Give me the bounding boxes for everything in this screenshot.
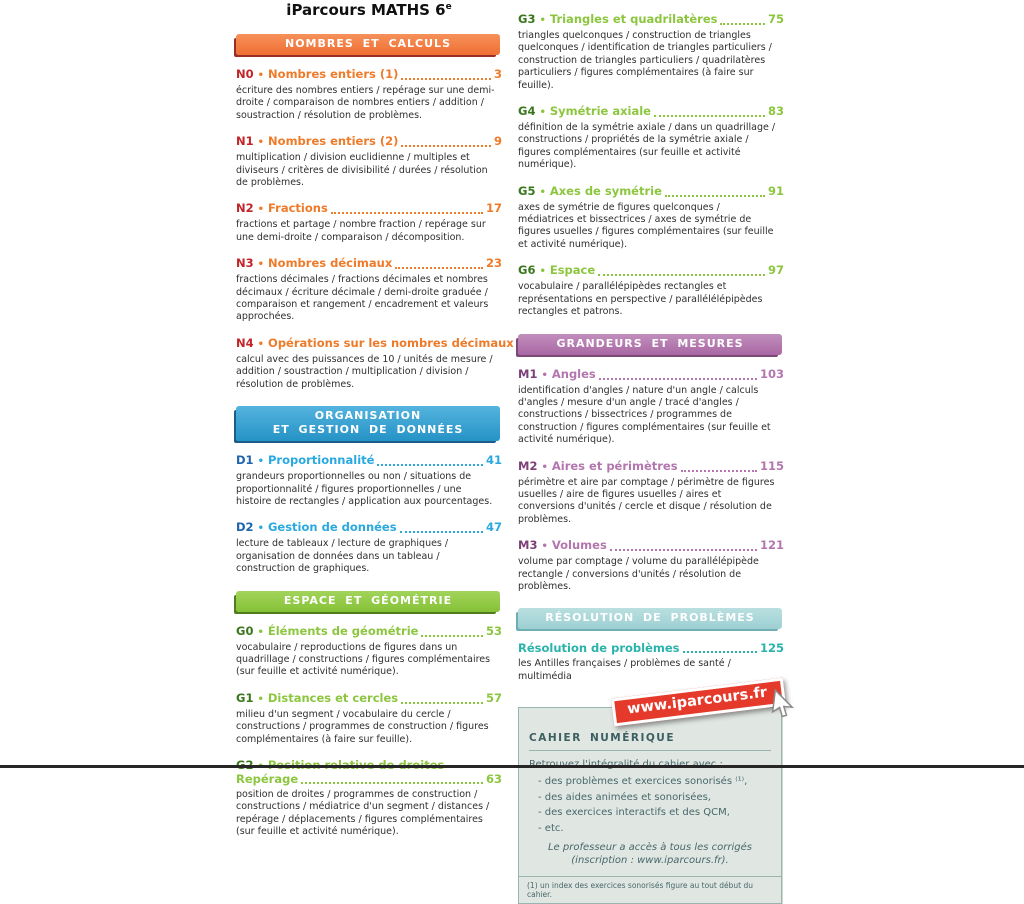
toc-entry-g6: [518, 264, 784, 318]
toc-entry-title: Nombres entiers (2): [268, 134, 399, 149]
cahier-numerique-box: [518, 684, 782, 904]
toc-entry-title: Proportionnalité: [267, 453, 375, 468]
cahier-item: - des problèmes et exercices sonorisés ⁽¹⁾,: [538, 776, 748, 788]
bullet-separator: •: [257, 259, 265, 271]
banner-text: ORGANISATION: [314, 409, 422, 423]
section-banner-espace-et-geometrie: [236, 591, 500, 612]
cahier-item-list: [529, 774, 771, 836]
right-column: [518, 0, 784, 904]
toc-entry-description: position de droites / programmes de construction / constructions / médiatrice d'un segment / distances / repérage / déplacements / figures complémentaires (sur feuille et activité numérique).: [236, 788, 490, 838]
toc-entry-link[interactable]: [518, 642, 784, 655]
section-banner-resolution-de-problemes: [518, 608, 782, 629]
toc-entry-page: 17: [485, 201, 502, 216]
toc-entry-n1: [236, 135, 502, 189]
page-title: [236, 0, 502, 19]
toc-entry-link[interactable]: [518, 185, 784, 199]
toc-entry-link[interactable]: [236, 68, 502, 82]
dotted-leader: [401, 78, 491, 80]
banner-text: RÉSOLUTION DE PROBLÈMES: [545, 611, 755, 625]
toc-entry-page: 75: [767, 12, 784, 26]
toc-entry-page: 9: [493, 134, 502, 149]
cahier-note-line2: (inscription : www.iparcours.fr).: [571, 855, 729, 867]
toc-entry-description: axes de symétrie de figures quelconques / médiatrices et bissectrices / axes de symétrie de figures usuelles / figures complémentaires (sur feuille et activité numérique).: [518, 201, 774, 250]
bullet-separator: •: [257, 626, 264, 638]
toc-entry-link[interactable]: [518, 539, 784, 553]
dotted-leader: [683, 651, 757, 653]
banner-text: GRANDEURS ET MESURES: [556, 336, 744, 350]
toc-entry-description: fractions et partage / nombre fraction / repérage sur une demi-droite / comparaison / décomposition.: [236, 219, 486, 243]
toc-entry-description: fractions décimales / fractions décimales et nombres décimaux / écriture décimale / demi-droite graduée / comparaison et rangement / encadrement et valeurs approchées.: [236, 274, 489, 323]
toc-entry-d1: [236, 454, 502, 508]
dotted-leader: [654, 115, 765, 117]
toc-entry-m1: [518, 368, 784, 447]
iparcours-link-ribbon[interactable]: www.iparcours.fr: [611, 678, 786, 727]
cahier-header: CAHIER NUMÉRIQUE: [529, 718, 771, 751]
dotted-leader: [665, 195, 765, 197]
toc-entry-g3: [518, 13, 784, 92]
toc-entry-d2: [236, 521, 502, 575]
toc-entry-page: 125: [759, 641, 784, 656]
toc-entry-link[interactable]: [236, 202, 502, 216]
toc-entry-description: calcul avec des puissances de 10 / unités de mesure / addition / soustraction / multiplication / division / résolution de problèmes.: [236, 353, 493, 390]
dotted-leader: [401, 145, 491, 147]
toc-entry-code: M3: [518, 538, 538, 553]
toc-entry-description: identification d'angles / nature d'un angle / calculs d'angles / mesure d'un angle / tracé d'angles / constructions / bissectrices / programmes de construction / figures complémentaires (sur feuille et activité numérique).: [518, 384, 771, 446]
toc-entry-page: 83: [767, 104, 784, 119]
toc-entry-code: G4: [518, 104, 536, 119]
toc-entry-page: 47: [485, 520, 502, 535]
dotted-leader: [395, 267, 483, 269]
toc-entry-code: N1: [236, 134, 254, 149]
toc-entry-description: volume par comptage / volume du parallélépipède rectangle / conversions d'unités / résolution de problèmes.: [518, 556, 759, 592]
toc-entry-link[interactable]: [518, 13, 784, 27]
toc-entry-page: 41: [485, 453, 502, 468]
toc-entry-link[interactable]: [518, 264, 784, 278]
toc-entry-description: milieu d'un segment / vocabulaire du cercle / constructions / programmes de construction / figures complémentaires (à faire sur feuille).: [236, 708, 489, 745]
toc-entry-page: 97: [767, 263, 784, 278]
toc-entry-code: G6: [518, 263, 536, 278]
toc-entry-description: vocabulaire / parallélépipèdes rectangles et représentations en perspective / parallélélépipèdes rectangles et patrons.: [518, 281, 763, 318]
toc-entry-description: les Antilles françaises / problèmes de santé / multimédia: [518, 658, 731, 682]
toc-entry-title: Triangles et quadrilatères: [549, 12, 718, 26]
toc-entry-title: Aires et périmètres: [551, 458, 678, 473]
dotted-leader: [400, 531, 483, 533]
section-banner-grandeurs-et-mesures: [518, 334, 782, 355]
toc-entry-description: périmètre et aire par comptage / périmètre de figures usuelles / aire de figures usuelles / aires et conversions d'unités / cercle et disque / résolution de problèmes.: [518, 476, 775, 525]
toc-entry-code: N0: [236, 67, 254, 81]
cahier-note-line1: Le professeur a accès à tous les corrigés: [547, 842, 753, 854]
toc-entry-page: 91: [767, 183, 784, 198]
toc-entry-title: Symétrie axiale: [549, 104, 651, 119]
toc-entry-title: Opérations sur les nombres décimaux: [268, 335, 514, 350]
dotted-leader: [331, 212, 483, 214]
toc-entry-code: G5: [518, 183, 536, 198]
left-blocks: [236, 34, 514, 839]
toc-entry-title: Nombres décimaux: [268, 256, 393, 271]
bullet-separator: •: [541, 541, 548, 553]
section-banner-nombres-et-calculs: [236, 34, 500, 55]
toc-entry-title: Volumes: [551, 538, 607, 553]
bullet-separator: •: [257, 523, 264, 535]
toc-entry-link[interactable]: [236, 692, 502, 706]
cahier-item: - des aides animées et sonorisées,: [538, 791, 711, 803]
toc-entry-link-line2[interactable]: [236, 773, 502, 786]
toc-entry-page: 53: [485, 623, 502, 638]
toc-entry-link[interactable]: [236, 454, 502, 468]
toc-entry-n3: [236, 257, 502, 324]
toc-entry-title: Distances et cercles: [267, 690, 399, 705]
toc-entry-g4: [518, 105, 784, 172]
toc-entry-g0: [236, 625, 502, 679]
banner-text: NOMBRES ET CALCULS: [284, 37, 451, 50]
section-banner-organisation: [236, 406, 500, 441]
cahier-item: - des exercices interactifs et des QCM,: [538, 807, 730, 819]
bullet-separator: •: [257, 456, 264, 468]
toc-entry-code: N3: [236, 256, 254, 271]
toc-entry-page: 3: [493, 67, 502, 81]
toc-entry-link[interactable]: [236, 257, 502, 271]
toc-entry-page: 115: [759, 458, 784, 473]
toc-entry-title: Axes de symétrie: [549, 183, 662, 198]
bullet-separator: •: [257, 693, 264, 705]
page-title-sup: e: [445, 2, 452, 12]
toc-entry-n4: [236, 335, 514, 391]
toc-entry-title: Éléments de géométrie: [267, 623, 419, 638]
toc-entry-code: M2: [518, 458, 538, 473]
toc-entry-description: grandeurs proportionnelles ou non / situations de proportionnalité / figures proportionnelles / une histoire de rectangles / application aux pourcentages.: [236, 471, 493, 507]
toc-entry-description: multiplication / division euclidienne / multiples et diviseurs / critères de divisibilité / durées / résolution de problèmes.: [236, 152, 488, 189]
page-title-text: iParcours MATHS 6: [286, 1, 446, 19]
toc-entry-page: 121: [759, 538, 784, 553]
toc-entry-m2: [518, 460, 784, 527]
dotted-leader: [610, 549, 757, 551]
toc-entry-description: définition de la symétrie axiale / dans un quadrillage / constructions / propriétés de la symétrie axiale / figures complémentaires (sur feuille et activité numérique).: [518, 122, 776, 171]
toc-entry-link[interactable]: [236, 135, 502, 149]
cahier-item: - etc.: [538, 822, 564, 834]
dotted-leader: [377, 464, 483, 466]
left-column: [236, 0, 514, 839]
toc-entry-g5: [518, 185, 784, 252]
bullet-separator: •: [257, 70, 265, 81]
bullet-separator: •: [541, 461, 548, 473]
dotted-leader: [720, 23, 765, 25]
bullet-separator: •: [541, 369, 548, 381]
bullet-separator: •: [539, 107, 546, 119]
banner-text: ET GESTION DE DONNÉES: [272, 423, 464, 437]
cahier-footnote: (1) un index des exercices sonorisés figure au tout début du cahier.: [519, 876, 781, 903]
toc-entry-code: N4: [236, 335, 254, 350]
toc-entry-code: D1: [236, 453, 254, 468]
dotted-leader: [301, 782, 483, 784]
toc-entry-n2: [236, 202, 502, 244]
toc-entry-page: 103: [759, 366, 784, 381]
toc-entry-title: Nombres entiers (1): [268, 67, 399, 81]
dotted-leader: [421, 635, 483, 637]
toc-entry-subtitle: Repérage: [236, 771, 299, 786]
toc-entry-code: N2: [236, 201, 254, 216]
toc-entry-page: 57: [485, 690, 502, 705]
toc-entry-link[interactable]: [518, 105, 784, 119]
dotted-leader: [598, 274, 765, 276]
dotted-leader: [681, 470, 757, 472]
mouse-cursor-icon: [769, 689, 802, 722]
right-blocks: [518, 13, 784, 683]
toc-entry-link[interactable]: [518, 368, 784, 382]
toc-entry-description: lecture de tableaux / lecture de graphiques / organisation de données dans un tableau / construction de graphiques.: [236, 538, 449, 575]
toc-entry-page: 63: [485, 771, 502, 786]
bullet-separator: •: [257, 137, 265, 149]
toc-entry-description: triangles quelconques / construction de triangles quelconques / identification de triangles particuliers / construction de triangles particuliers / quadrilatères particuliers / figures complémentaires (à faire sur feuille).: [518, 30, 772, 91]
toc-entry-code: G1: [236, 690, 254, 705]
toc-entry-description: écriture des nombres entiers / repérage sur une demi-droite / comparaison de nombres entiers / addition / soustraction / résolution de problèmes.: [236, 85, 495, 121]
toc-entry-code: G0: [236, 623, 254, 638]
dotted-leader: [599, 378, 757, 380]
toc-entry-link[interactable]: [518, 460, 784, 474]
toc-entry-title: Résolution de problèmes: [518, 641, 680, 656]
toc-entry-title: Espace: [549, 263, 596, 278]
toc-entry-m3: [518, 539, 784, 593]
dotted-leader: [401, 702, 483, 704]
toc-entry-link[interactable]: [236, 625, 502, 639]
toc-entry-n0: [236, 68, 502, 122]
bullet-separator: •: [539, 186, 546, 198]
toc-entry-code: G3: [518, 12, 536, 26]
toc-entry-description: vocabulaire / reproductions de figures dans un quadrillage / constructions / figures complémentaires (sur feuille et activité numérique).: [236, 641, 491, 678]
bullet-separator: •: [539, 266, 546, 278]
toc-entry-title: Gestion de données: [267, 520, 397, 535]
toc-entry-g2: [236, 759, 502, 839]
toc-entry-title: Angles: [551, 366, 596, 381]
toc-entry-resolution-de-problemes: [518, 642, 784, 683]
toc-entry-link[interactable]: [236, 335, 514, 351]
banner-text: ESPACE ET GÉOMÉTRIE: [283, 593, 453, 607]
toc-entry-title: Fractions: [268, 201, 328, 216]
bullet-separator: •: [257, 338, 265, 350]
toc-entry-g1: [236, 692, 502, 746]
toc-entry-link[interactable]: [236, 521, 502, 535]
bullet-separator: •: [257, 204, 265, 216]
bullet-separator: •: [539, 15, 546, 26]
toc-entry-code: M1: [518, 366, 538, 381]
toc-entry-code: D2: [236, 520, 254, 535]
toc-entry-page: 23: [485, 256, 502, 271]
